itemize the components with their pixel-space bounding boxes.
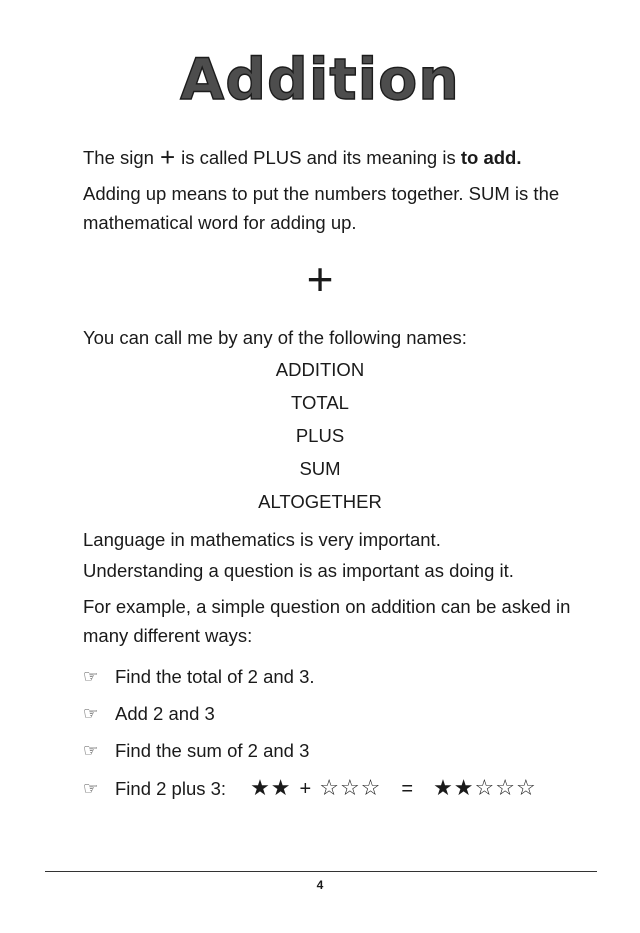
list-item — [83, 769, 613, 809]
page-title: Addition — [180, 47, 460, 113]
filled-stars-icon: ★★ — [250, 776, 292, 801]
footer-divider — [45, 871, 597, 872]
example-text: Find the sum of 2 and 3 — [115, 739, 310, 761]
list-item — [83, 732, 613, 769]
name-item-total: TOTAL — [291, 392, 349, 413]
name-item-altogether: ALTOGETHER — [258, 491, 382, 512]
names-list — [0, 356, 640, 521]
intro-text-middle: is called PLUS and its meaning is — [181, 147, 456, 168]
plus-operator: + — [299, 778, 312, 800]
pointing-hand-icon: ☞ — [83, 666, 99, 687]
name-item-sum: SUM — [299, 458, 341, 479]
examples-list — [83, 658, 613, 809]
example-text: Find 2 plus 3: — [115, 778, 227, 799]
page-number: 4 — [316, 878, 324, 892]
example-text: Add 2 and 3 — [115, 702, 215, 724]
plus-sign-inline: + — [159, 142, 176, 172]
outline-stars-icon: ☆☆☆ — [319, 776, 382, 801]
intro-text-start: The sign — [83, 147, 154, 168]
adding-paragraph: Adding up means to put the numbers together. SUM is the mathematical word for adding up. — [83, 183, 560, 233]
equals-operator: = — [401, 778, 414, 800]
example-intro: For example, a simple question on addition can be asked in many different ways: — [83, 596, 571, 646]
name-item-plus: PLUS — [295, 425, 345, 446]
intro-bold-text: to add — [460, 147, 517, 168]
language-line-2: Understanding a question is as important as doing it. — [83, 560, 514, 581]
language-line-1: Language in mathematics is very important. — [83, 529, 441, 550]
result-stars-icon: ★★☆☆☆ — [433, 776, 537, 801]
pointing-hand-icon: ☞ — [83, 740, 99, 761]
names-intro: You can call me by any of the following names: — [83, 327, 467, 348]
big-plus-sign: + — [306, 253, 334, 305]
example-text: Find the total of 2 and 3. — [115, 665, 315, 687]
pointing-hand-icon: ☞ — [83, 703, 99, 724]
intro-paragraph — [83, 143, 603, 172]
pointing-hand-icon: ☞ — [83, 779, 99, 799]
intro-period: . — [516, 147, 522, 168]
star-equation — [250, 775, 537, 803]
name-item-addition: ADDITION — [275, 359, 365, 380]
list-item — [83, 695, 613, 732]
list-item — [83, 658, 613, 695]
